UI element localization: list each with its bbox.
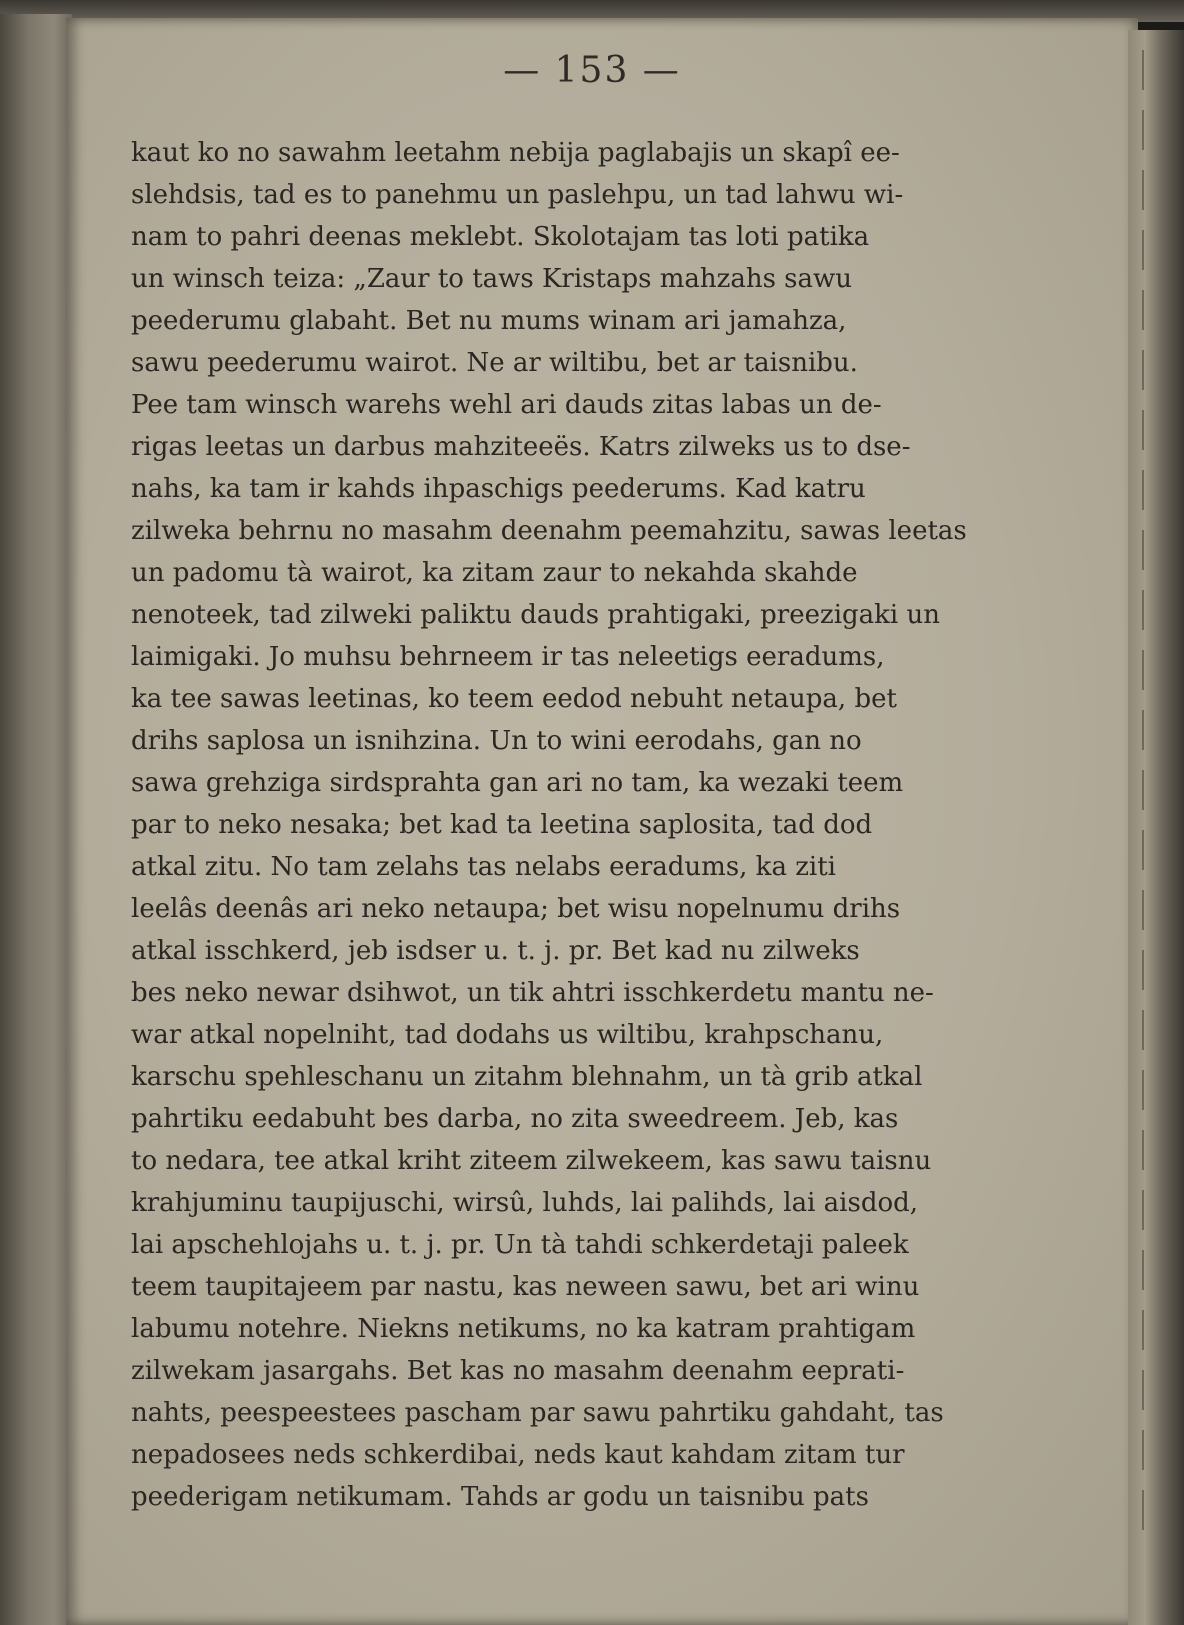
- text-line: atkal zitu. No tam zelahs tas nelabs eeradums, ka ziti: [131, 852, 836, 882]
- text-line: nenoteek, tad zilweki paliktu dauds prahtigaki, preezigaki un: [131, 600, 940, 630]
- book-spine-edge: [0, 14, 72, 1625]
- text-line: zilweka behrnu no masahm deenahm peemahzitu, sawas leetas: [131, 516, 967, 546]
- page-stack-edge: [1128, 30, 1184, 1625]
- text-line: atkal isschkerd, jeb isdser u. t. j. pr. Bet kad nu zilweks: [131, 936, 860, 966]
- text-line: lai apschehlojahs u. t. j. pr. Un tà tahdi schkerdetaji paleek: [131, 1230, 909, 1260]
- text-line: nam to pahri deenas meklebt. Skolotajam tas loti patika: [131, 222, 870, 252]
- text-line: un padomu tà wairot, ka zitam zaur to nekahda skahde: [131, 558, 858, 588]
- text-line: nahs, ka tam ir kahds ihpaschigs peederums. Kad katru: [131, 474, 866, 504]
- text-line: labumu notehre. Niekns netikums, no ka katram prahtigam: [131, 1314, 916, 1344]
- text-line: sawa grehziga sirdsprahta gan ari no tam, ka wezaki teem: [131, 768, 904, 798]
- text-line: laimigaki. Jo muhsu behrneem ir tas neleetigs eeradums,: [131, 642, 885, 672]
- text-line: drihs saplosa un isnihzina. Un to wini eerodahs, gan no: [131, 726, 862, 756]
- text-line: leelâs deenâs ari neko netaupa; bet wisu nopelnumu drihs: [131, 894, 901, 924]
- text-line: kaut ko no sawahm leetahm nebija paglabajis un skapî ee-: [131, 138, 900, 168]
- text-line: ka tee sawas leetinas, ko teem eedod nebuht netaupa, bet: [131, 684, 897, 714]
- text-line: krahjuminu taupijuschi, wirsû, luhds, lai palihds, lai aisdod,: [131, 1188, 919, 1218]
- text-line: peederumu glabaht. Bet nu mums winam ari jamahza,: [131, 306, 847, 336]
- text-line: Pee tam winsch warehs wehl ari dauds zitas labas un de-: [131, 390, 882, 420]
- body-text: [131, 132, 1011, 1518]
- page-number: — 153 —: [503, 50, 681, 91]
- text-line: par to neko nesaka; bet kad ta leetina saplosita, tad dod: [131, 810, 873, 840]
- text-line: war atkal nopelniht, tad dodahs us wiltibu, krahpschanu,: [131, 1020, 884, 1050]
- text-line: teem taupitajeem par nastu, kas neween sawu, bet ari winu: [131, 1272, 920, 1302]
- text-line: zilwekam jasargahs. Bet kas no masahm deenahm eeprati-: [131, 1356, 905, 1386]
- text-line: sawu peederumu wairot. Ne ar wiltibu, bet ar taisnibu.: [131, 348, 858, 378]
- text-line: pahrtiku eedabuht bes darba, no zita sweedreem. Jeb, kas: [131, 1104, 899, 1134]
- text-line: peederigam netikumam. Tahds ar godu un taisnibu pats: [131, 1482, 869, 1512]
- text-line: un winsch teiza: „Zaur to taws Kristaps mahzahs sawu: [131, 264, 853, 294]
- text-line: nepadosees neds schkerdibai, neds kaut kahdam zitam tur: [131, 1440, 905, 1470]
- text-line: nahts, peespeestees pascham par sawu pahrtiku gahdaht, tas: [131, 1398, 944, 1428]
- text-line: to nedara, tee atkal kriht ziteem zilwekeem, kas sawu taisnu: [131, 1146, 932, 1176]
- text-line: karschu spehleschanu un zitahm blehnahm, un tà grib atkal: [131, 1062, 923, 1092]
- text-line: slehdsis, tad es to panehmu un paslehpu, un tad lahwu wi-: [131, 180, 904, 210]
- text-line: rigas leetas un darbus mahziteeës. Katrs zilweks us to dse-: [131, 432, 911, 462]
- text-line: bes neko newar dsihwot, un tik ahtri isschkerdetu mantu ne-: [131, 978, 934, 1008]
